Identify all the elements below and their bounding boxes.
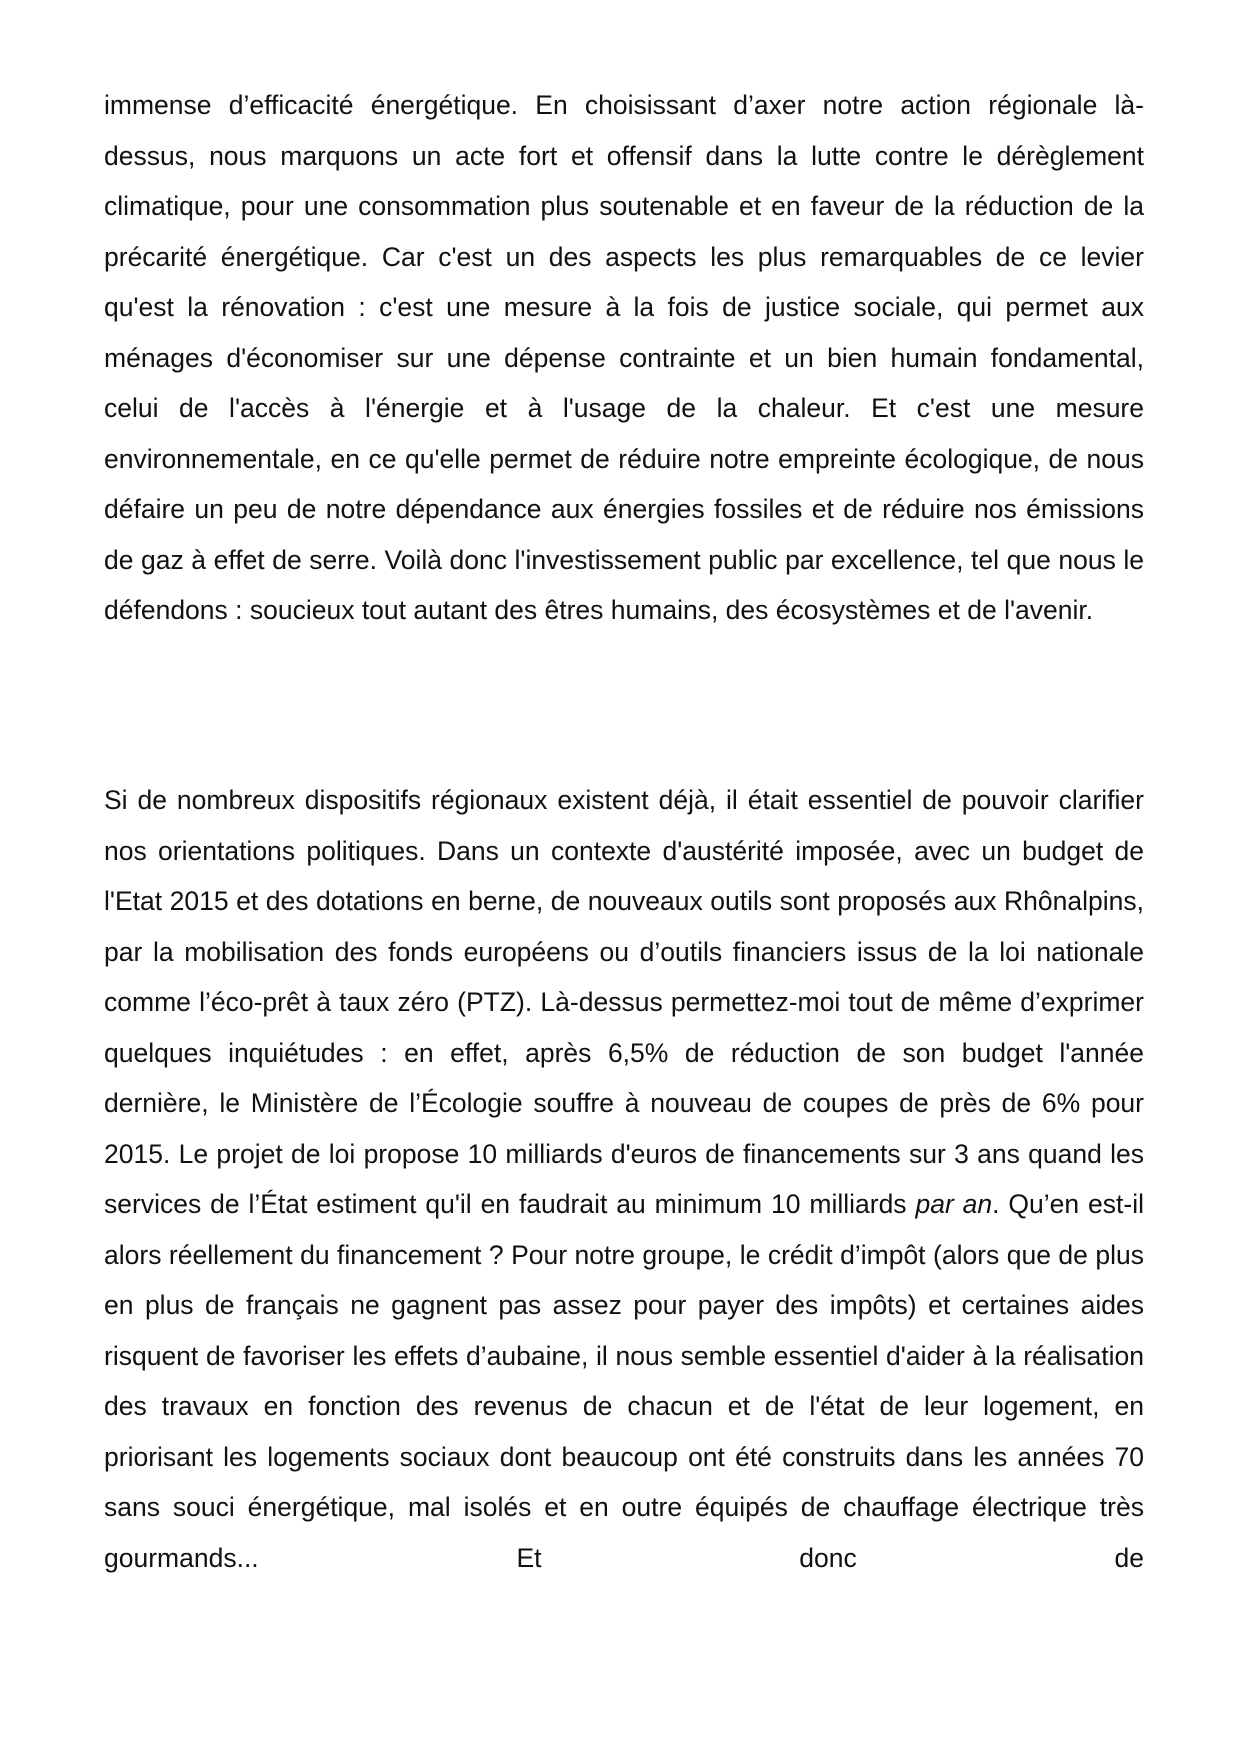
paragraph-energy-efficiency: immense d’efficacité énergétique. En choisissant d’axer notre action régionale là-dessus, nous marquons un acte fort et offensif dans la lutte contre le dérèglement climatique, pour une consommation plus soutenable et en faveur de la réduction de la précarité énergétique. Car c'est un des aspects les plus remarquables de ce levier qu'est la rénovation : c'est une mesure à la fois de justice sociale, qui permet aux ménages d'économiser sur une dépense contrainte et un bien humain fondamental, celui de l'accès à l'énergie et à l'usage de la chaleur. Et c'est une mesure environnementale, en ce qu'elle permet de réduire notre empreinte écologique, de nous défaire un peu de notre dépendance aux énergies fossiles et de réduire nos émissions de gaz à effet de serre. Voilà donc l'investissement public par excellence, tel que nous le défendons : soucieux tout autant des êtres humains, des écosystèmes et de l'avenir. [104, 90, 1144, 625]
paragraph-regional-funding-part-2: . Qu’en est-il alors réellement du financement ? Pour notre groupe, le crédit d’impôt (alors que de plus en plus de français ne gagnent pas assez pour payer des impôts) et certaines aides risquent de favoriser les effets d’aubaine, il nous semble essentiel d'aider à la réalisation des travaux en fonction des revenus de chacun et de l'état de leur logement, en priorisant les logements sociaux dont beaucoup ont été construits dans les années 70 sans souci énergétique, mal isolés et en outre équipés de chauffage électrique très gourmands... Et donc de [104, 1189, 1144, 1573]
paragraph-regional-funding-part-1: Si de nombreux dispositifs régionaux existent déjà, il était essentiel de pouvoir clarifier nos orientations politiques. Dans un contexte d'austérité imposée, avec un budget de l'Etat 2015 et des dotations en berne, de nouveaux outils sont proposés aux Rhônalpins, par la mobilisation des fonds européens ou d’outils financiers issus de la loi nationale comme l’éco-prêt à taux zéro (PTZ). Là-dessus permettez-moi tout de même d’exprimer quelques inquiétudes : en effet, après 6,5% de réduction de son budget l'année dernière, le Ministère de l’Écologie souffre à nouveau de coupes de près de 6% pour 2015. Le projet de loi propose 10 milliards d'euros de financements sur 3 ans quand les services de l’État estiment qu'il en faudrait au minimum 10 milliards [104, 785, 1144, 1219]
paragraph-regional-funding [104, 775, 1144, 1583]
paragraph-regional-funding-emphasis: par an [915, 1189, 993, 1219]
